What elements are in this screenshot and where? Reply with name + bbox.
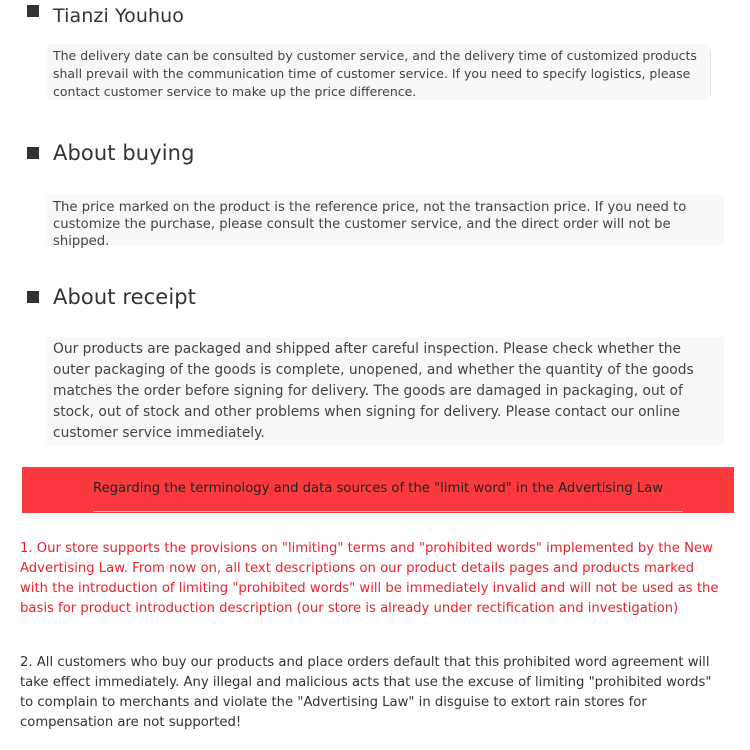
section-heading-about-receipt bbox=[27, 285, 196, 309]
banner-underline bbox=[93, 511, 683, 512]
divider-line bbox=[710, 50, 711, 96]
section-heading-about-buying bbox=[27, 141, 195, 165]
advertising-law-banner bbox=[22, 467, 734, 513]
section-heading-tianzi-youhuo bbox=[27, 3, 184, 27]
section-body-receipt: Our products are packaged and shipped after careful inspection. Please check whether the outer packaging of the goods is complete, unopened, and whether the quantity of the goods matches the order before signing for delivery. The goods are damaged in packaging, out of stock, out of stock and other problems when signing for delivery. Please contact our online customer service immediately. bbox=[47, 337, 724, 445]
notice-item-1: 1. Our store supports the provisions on "limiting" terms and "prohibited words" implemented by the New Advertising Law. From now on, all text descriptions on our product details pages and products marked with the introduction of limiting "prohibited words" will be immediately invalid and will not be used as the basis for product introduction description (our store is already under rectification and investigation) bbox=[20, 541, 719, 616]
section-body-delivery: The delivery date can be consulted by customer service, and the delivery time of customized products shall prevail with the communication time of customer service. If you need to specify logistics, please contact customer service to make up the price difference. bbox=[47, 44, 710, 100]
square-bullet-icon bbox=[27, 147, 39, 159]
square-bullet-icon bbox=[27, 291, 39, 303]
section-title: Tianzi Youhuo bbox=[53, 5, 185, 27]
square-bullet-icon bbox=[27, 5, 39, 17]
section-title: About buying bbox=[53, 141, 195, 165]
section-body-buying: The price marked on the product is the reference price, not the transaction price. If you need to customize the purchase, please consult the customer service, and the direct order will not be shipped. bbox=[47, 195, 724, 245]
section-title: About receipt bbox=[53, 285, 197, 309]
banner-text: Regarding the terminology and data sources of the "limit word" in the Advertising Law bbox=[93, 481, 664, 496]
notice-item-2: 2. All customers who buy our products and place orders default that this prohibited word agreement will take effect immediately. Any illegal and malicious acts that use the excuse of limiting "prohibited words" to complain to merchants and violate the "Advertising Law" in disguise to extort rain stores for compensation are not supported! bbox=[20, 655, 712, 730]
